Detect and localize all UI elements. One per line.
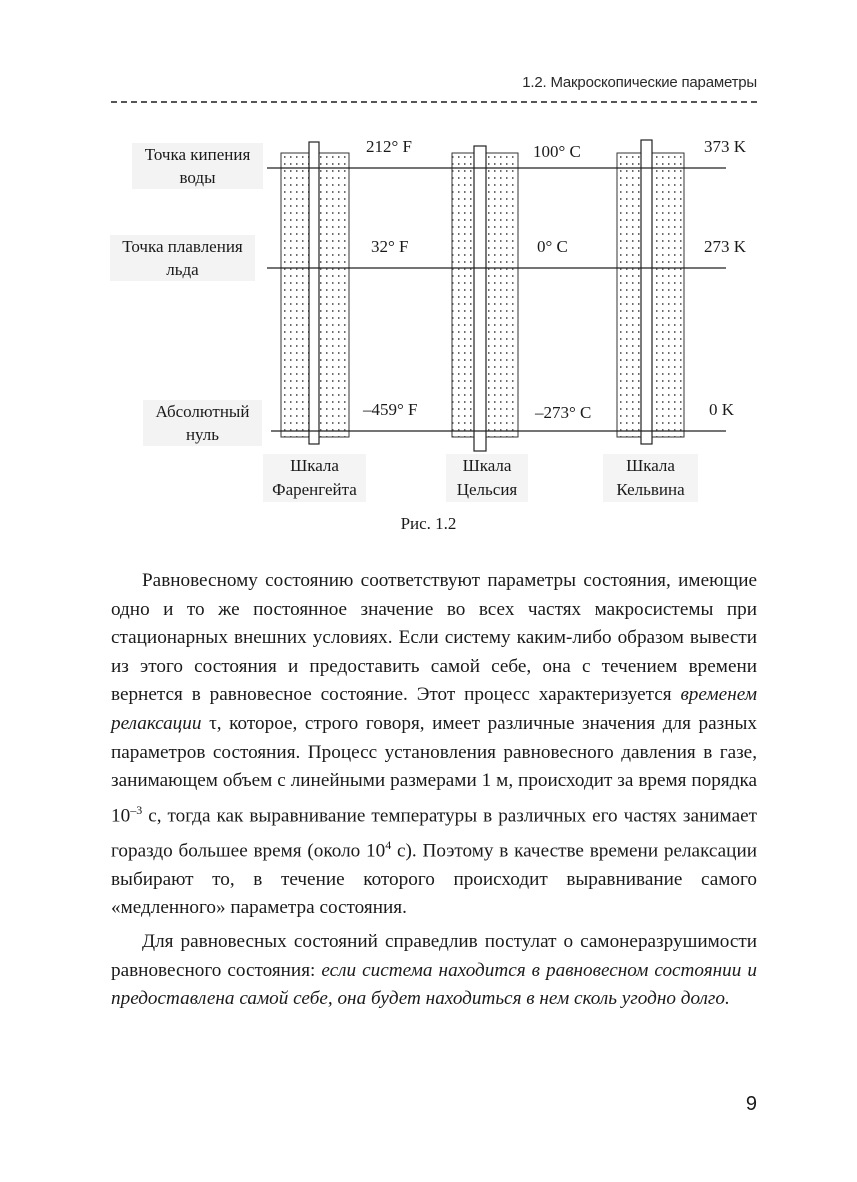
celsius-boiling-value: 100° C [533, 142, 581, 161]
zero-label-line1: Абсолютный [155, 402, 250, 421]
p1-text-2: τ, которое, строго говоря, имеет различные значения для разных параметров состояния. Процесс установления равновесного давления в газе, занимающем объем с линейными размерами 1 м, происходит за время порядка 10 [111, 712, 757, 827]
p1-text-4: с). Поэтому в качестве времени релаксации выбирают то, в течение которого происходит выравнивание самого «медленного» параметра состояния. [111, 840, 757, 919]
kelvin-dotted-band-left [617, 153, 641, 437]
celsius-dotted-band-left [452, 153, 474, 437]
celsius-melting-value: 0° C [537, 237, 568, 256]
melting-label-line2: льда [166, 260, 199, 279]
celsius-zero-value: –273° C [535, 403, 592, 422]
temperature-scales-figure [0, 0, 857, 545]
melting-point-label [110, 235, 255, 281]
paragraph-1 [111, 567, 757, 923]
celsius-column [452, 146, 518, 451]
celsius-name-line1: Шкала [462, 456, 512, 475]
celsius-name-line2: Цельсия [456, 480, 518, 499]
kelvin-column [617, 140, 684, 444]
fahrenheit-boiling-value: 212° F [366, 137, 413, 156]
fahrenheit-scale-name [263, 454, 366, 502]
p2-text-1: Для равновесных состояний справедлив постулат о самонеразрушимости равновесного состояния: [111, 930, 757, 981]
p1-superscript-2: 4 [385, 837, 392, 852]
kelvin-name-line1: Шкала [626, 456, 675, 475]
zero-label-line2: нуль [185, 425, 220, 444]
kelvin-melting-value: 273 K [704, 237, 747, 256]
boiling-point-label [132, 143, 263, 189]
fahrenheit-column [281, 142, 349, 444]
kelvin-thermometer-tube [641, 140, 652, 444]
kelvin-scale-name [603, 454, 698, 502]
kelvin-name-line2: Кельвина [616, 480, 685, 499]
fahrenheit-thermometer-tube [309, 142, 319, 444]
kelvin-dotted-band-right [652, 153, 684, 437]
running-head: 1.2. Макроскопические параметры [522, 74, 757, 91]
paragraph-2 [111, 928, 757, 1014]
p1-superscript-1: –3 [130, 802, 143, 817]
page-number: 9 [745, 1093, 757, 1115]
fahrenheit-dotted-band-right [319, 153, 349, 437]
fahrenheit-name-line2: Фаренгейта [272, 480, 357, 499]
figure-caption: Рис. 1.2 [400, 514, 457, 533]
p1-text-3: с, тогда как выравнивание температуры в различных его частях занимает гораздо большее время (около 10 [111, 805, 757, 862]
body-text [111, 567, 757, 1014]
melting-label-line1: Точка плавления [122, 237, 243, 256]
celsius-dotted-band-right [486, 153, 518, 437]
p1-text-1: Равновесному состоянию соответствуют параметры состояния, имеющие одно и то же постоянное значение во всех частях макросистемы при стационарных внешних условиях. Если систему каким-либо образом вывести из этого состояния и предоставить самой себе, она с течением времени вернется в равновесное состояние. Этот процесс характеризуется [111, 570, 757, 706]
celsius-thermometer-tube [474, 146, 486, 451]
p2-emphasis-postulate: если система находится в равновесном состоянии и предоставлена самой себе, она будет находиться в нем сколь угодно долго. [111, 959, 757, 1010]
kelvin-boiling-value: 373 K [704, 137, 747, 156]
kelvin-zero-value: 0 K [709, 400, 735, 419]
fahrenheit-melting-value: 32° F [371, 237, 409, 256]
fahrenheit-name-line1: Шкала [290, 456, 339, 475]
p1-emphasis-relaxation-time: временем релаксации [111, 684, 757, 734]
celsius-scale-name [446, 454, 528, 502]
boiling-label-line1: Точка кипения [144, 145, 251, 164]
fahrenheit-zero-value: –459° F [363, 400, 418, 419]
absolute-zero-label [143, 400, 262, 446]
boiling-label-line2: воды [179, 168, 216, 187]
fahrenheit-dotted-band-left [281, 153, 309, 437]
